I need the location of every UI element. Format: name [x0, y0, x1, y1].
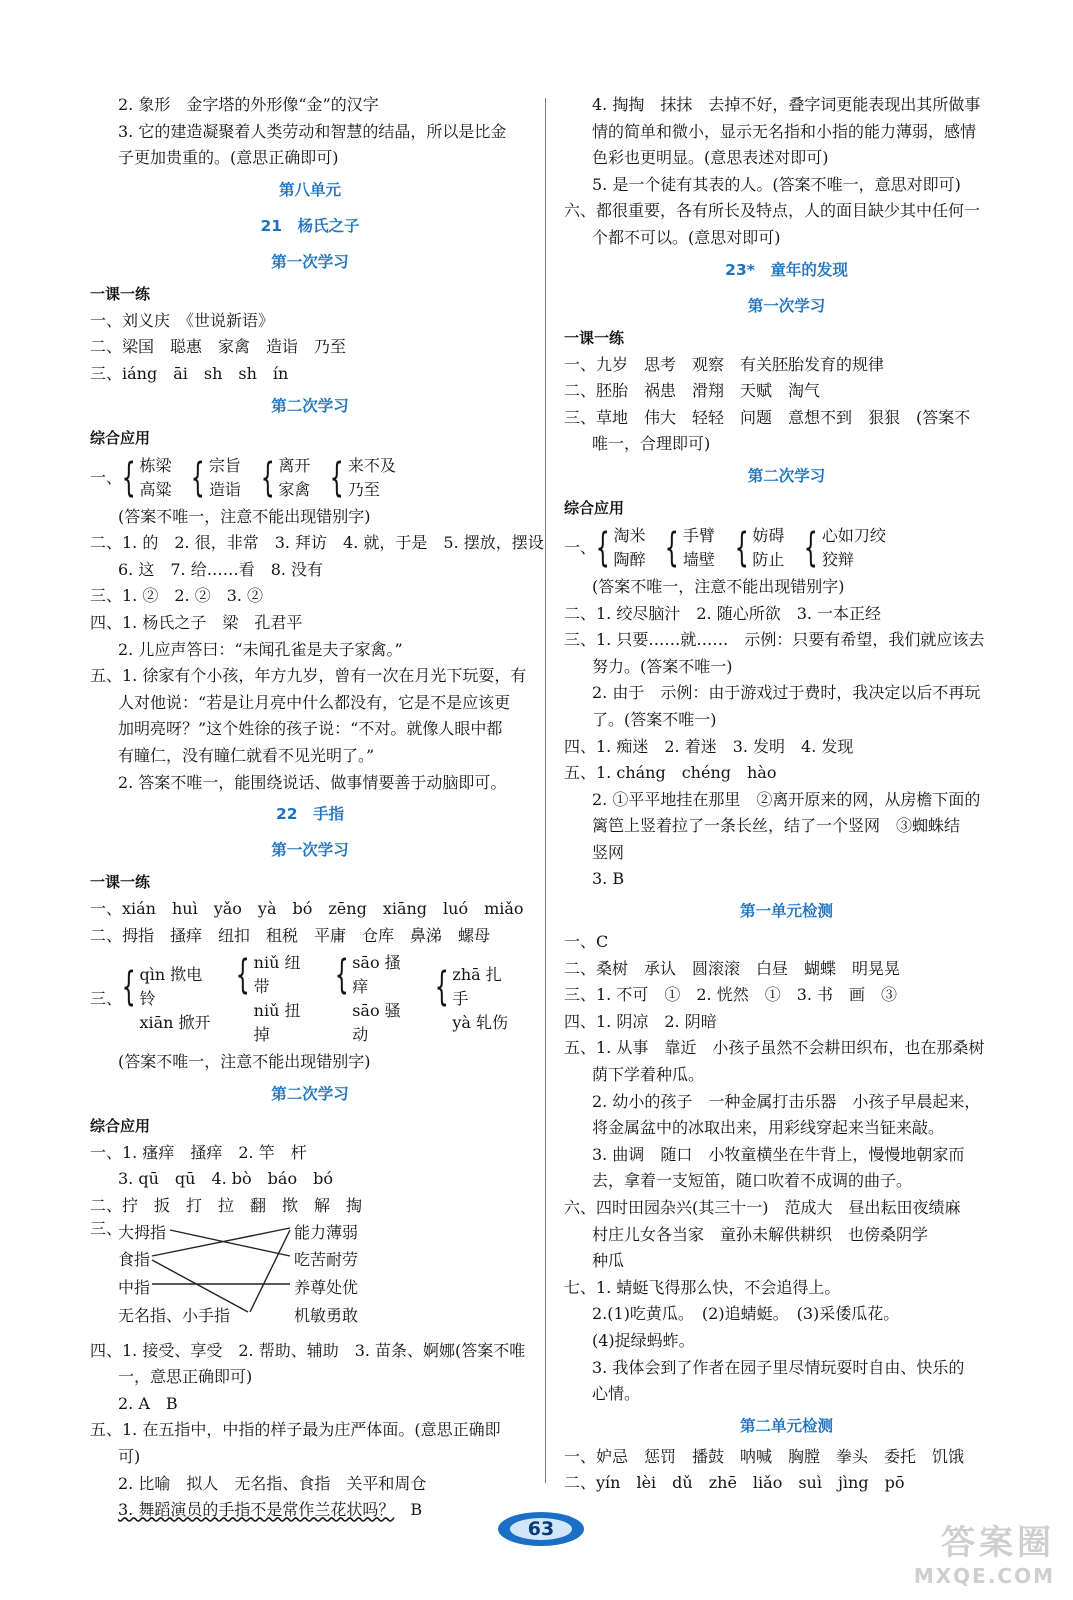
text-line: 一、1. 瘙痒 搔痒 2. 竿 杆: [90, 1142, 307, 1162]
section-heading: 第一次学习: [271, 252, 349, 271]
brace-item: yà 轧伤: [452, 1013, 509, 1033]
match-right-item: 机敏勇敢: [294, 1305, 359, 1325]
text-line: 2.(1)吃黄瓜。 (2)追蜻蜓。 (3)采倭瓜花。: [592, 1304, 900, 1324]
text-line: 2. 答案不唯一，能围绕说话、做事情要善于动脑即可。: [118, 772, 507, 792]
match-right-item: 吃苦耐劳: [294, 1249, 359, 1269]
brace-glyph: {: [434, 964, 449, 1011]
brace-item: 淘米: [613, 525, 646, 545]
brace-item: niǔ 扭掉: [253, 1001, 301, 1045]
brace-item: zhā 扎手: [452, 965, 502, 1009]
text-line: 六、四时田园杂兴(其三十一) 范成大 昼出耘田夜绩麻: [564, 1198, 961, 1217]
brace-item: 心如刀绞: [821, 525, 886, 545]
text-line: 加明亮呀？”这个姓徐的孩子说：“不对。就像人眼中都: [118, 719, 503, 739]
brace-group: [116, 454, 171, 502]
brace-item: 手臂: [682, 525, 715, 545]
item-prefix: 一、: [564, 537, 597, 557]
column-divider: [545, 98, 546, 1483]
text-line: 人对他说：“若是让月亮中什么都没有，它是不是应该更: [118, 692, 511, 712]
match-right-item: 养尊处优: [294, 1277, 359, 1297]
text-line: 情的简单和微小，显示无名指和小指的能力薄弱，感情: [592, 121, 977, 141]
text-line: 四、1. 痴迷 2. 着迷 3. 发明 4. 发现: [564, 736, 854, 756]
text-line: 二、拇指 搔痒 纽扣 租税 平庸 仓库 鼻涕 螺母: [90, 925, 491, 945]
text-line: 三、1. ② 2. ② 3. ②: [90, 586, 264, 606]
text-line: [90, 1497, 530, 1524]
text-line: 四、1. 杨氏之子 梁 孔君平: [90, 612, 303, 632]
subsection-label: 一课一练: [90, 873, 151, 892]
text-line: 2. 儿应声答曰：“未闻孔雀是夫子家禽。”: [118, 639, 403, 659]
text-line: 6. 这 7. 给……看 8. 没有: [118, 559, 324, 579]
text-line: 3. 我体会到了作者在园子里尽情玩耍时自由、快乐的: [592, 1357, 965, 1377]
text-line: 三、草地 伟大 轻轻 问题 意想不到 狠狠 (答案不: [564, 407, 971, 427]
text-line: 四、1. 接受、享受 2. 帮助、辅助 3. 苗条、婀娜(答案不唯: [90, 1340, 526, 1360]
brace-glyph: {: [334, 952, 349, 999]
brace-item: 防止: [752, 549, 785, 569]
brace-item: niǔ 纽带: [253, 953, 301, 997]
text-line: 五、1. 在五指中，中指的样子最为庄严体面。(意思正确即: [90, 1420, 501, 1440]
text-line: 2. 象形 金字塔的外形像“金”的汉字: [118, 95, 379, 114]
left-column: [90, 92, 544, 1524]
brace-group: [329, 951, 415, 1047]
match-left-item: 中指: [118, 1277, 151, 1297]
text-line: 二、梁国 聪惠 家禽 造诣 乃至: [90, 337, 347, 357]
brace-group: [590, 524, 645, 572]
text-line: 一、刘义庆 《世说新语》: [90, 310, 275, 330]
text-line: 唯一，合理即可): [592, 434, 711, 454]
brace-glyph: {: [595, 524, 610, 571]
brace-item: 离开: [278, 455, 311, 475]
section-heading: 第二次学习: [747, 466, 826, 485]
brace-item: 墙壁: [682, 549, 715, 569]
text-line: 色彩也更明显。(意思表述对即可): [592, 148, 829, 168]
text-line: 2. A B: [118, 1393, 178, 1413]
item-prefix: 三、: [90, 989, 123, 1009]
brace-glyph: {: [665, 524, 680, 571]
text-line: 二、1. 绞尽脑汁 2. 随心所欲 3. 一本正经: [564, 603, 882, 623]
brace-item: sāo 搔痒: [352, 953, 401, 997]
text-line: 有瞳仁，没有瞳仁就看不见光明了。”: [118, 745, 375, 765]
text-line: 一、C: [564, 932, 609, 952]
text-line: 一、妒忌 惩罚 播鼓 呐喊 胸膛 拳头 委托 饥饿: [564, 1446, 965, 1466]
text-line: 七、1. 蜻蜓飞得那么快，不会追得上。: [564, 1277, 841, 1297]
answer-letter: B: [410, 1500, 423, 1520]
text-line: 个都不可以。(意思对即可): [592, 227, 781, 247]
text-line: 二、拧 扳 打 拉 翻 揿 解 掏: [90, 1196, 363, 1216]
subsection-label: 综合应用: [90, 1116, 151, 1135]
unit-heading: 第八单元: [278, 180, 341, 199]
brace-item: qìn 揿电铃: [139, 965, 203, 1009]
text-line: 心情。: [592, 1384, 641, 1404]
brace-group: [255, 454, 310, 502]
text-line: 子更加贵重的。(意思正确即可): [118, 148, 339, 168]
text-line: 5. 是一个徒有其表的人。(答案不唯一，意思对即可): [592, 174, 961, 194]
brace-item: sāo 骚动: [352, 1001, 401, 1045]
subsection-label: 一课一练: [564, 328, 625, 347]
text-line: 二、1. 的 2. 很，非常 3. 拜访 4. 就，于是 5. 摆放，摆设: [90, 533, 544, 553]
watermark-logo: [914, 1515, 1055, 1588]
lesson-heading: 22 手指: [275, 805, 345, 824]
brace-glyph: {: [734, 524, 749, 571]
match-left-item: 大拇指: [118, 1222, 167, 1242]
text-line: 五、1. 徐家有个小孩，年方九岁，曾有一次在月光下玩耍，有: [90, 666, 527, 686]
text-line: 去，拿着一支短笛，随口吹着不成调的曲子。: [592, 1171, 913, 1191]
brace-item: 乃至: [347, 479, 380, 499]
brace-row: [90, 454, 530, 502]
brace-group: [324, 454, 395, 502]
text-line: 二、胚胎 祸患 滑翔 天赋 淘气: [564, 381, 821, 401]
subsection-label: 综合应用: [564, 498, 625, 517]
brace-group: [659, 524, 714, 572]
brace-row: [90, 951, 530, 1047]
section-heading: 第一次学习: [271, 841, 349, 860]
item-prefix: 三、: [90, 1218, 123, 1238]
brace-item: 妨碍: [752, 525, 785, 545]
brace-group: [729, 524, 784, 572]
brace-glyph: {: [121, 454, 136, 501]
brace-item: 宗旨: [208, 455, 241, 475]
section-heading: 第二次学习: [271, 396, 349, 415]
brace-group: [429, 963, 516, 1035]
brace-row: [564, 524, 1009, 572]
matching-exercise: [90, 1220, 530, 1338]
text-line: 3. B: [592, 869, 625, 889]
item-prefix: 一、: [90, 467, 123, 487]
text-line: 一、九岁 思考 观察 有关胚胎发育的规律: [564, 354, 885, 374]
text-line: 一、xián huì yǎo yà bó zēng xiāng luó miǎo: [90, 899, 524, 919]
text-line: 村庄儿女各当家 童孙未解供耕织 也傍桑阴学: [592, 1224, 929, 1244]
brace-glyph: {: [330, 454, 345, 501]
brace-group: [230, 951, 315, 1047]
brace-item: 狡辩: [821, 549, 854, 569]
text-line: 二、桑树 承认 圆滚滚 白昼 蝴蝶 明晃晃: [564, 958, 901, 978]
page-number-badge: [498, 1512, 584, 1546]
text-line: 了。(答案不唯一): [592, 709, 717, 729]
section-heading: 第一次学习: [747, 296, 826, 315]
text-line: (答案不唯一，注意不能出现错别字): [592, 576, 845, 596]
brace-glyph: {: [804, 524, 819, 571]
text-line: 六、都很重要，各有所长及特点，人的面目缺少其中任何一: [564, 201, 981, 221]
text-line: (答案不唯一，注意不能出现错别字): [118, 1052, 371, 1072]
text-line: 2. 幼小的孩子 一种金属打击乐器 小孩子早晨起来，: [592, 1091, 981, 1111]
page-number: 63: [510, 1518, 572, 1540]
brace-glyph: {: [260, 454, 275, 501]
text-line: 2. ①平平地挂在那里 ②离开原来的网，从房檐下面的: [592, 789, 981, 809]
text-line: 三、iáng āi sh sh ín: [90, 363, 289, 383]
brace-item: 来不及: [347, 455, 396, 475]
underlined-question: 3. 舞蹈演员的手指不是常作兰花状吗？: [118, 1500, 395, 1520]
brace-glyph: {: [121, 964, 136, 1011]
section-heading: 第一单元检测: [739, 902, 833, 921]
text-line: 三、1. 不可 ① 2. 恍然 ① 3. 书 画 ③: [564, 985, 898, 1005]
text-line: 荫下学着种瓜。: [592, 1065, 705, 1085]
text-line: 2. 比喻 拟人 无名指、食指 关平和周仓: [118, 1473, 427, 1493]
brace-glyph: {: [191, 454, 206, 501]
brace-item: xiān 掀开: [139, 1013, 211, 1033]
brace-group: [185, 454, 240, 502]
brace-group: [798, 524, 885, 572]
lesson-heading: 21 杨氏之子: [260, 216, 360, 235]
text-line: 3. 它的建造凝聚着人类劳动和智慧的结晶，所以是比金: [118, 121, 507, 141]
watermark-url: MXQE.COM: [913, 1564, 1055, 1588]
match-line: [170, 1230, 290, 1256]
text-line: 篱笆上竖着拉了一条长丝，结了一个竖网 ③蜘蛛结: [592, 816, 961, 836]
text-line: 竖网: [592, 842, 625, 862]
lesson-heading: 23* 童年的发现: [725, 260, 848, 279]
text-line: 二、yín lèi dǔ zhē liǎo suì jìng pō: [564, 1473, 905, 1493]
brace-item: 栋梁: [139, 455, 172, 475]
section-heading: 第二次学习: [271, 1084, 349, 1103]
brace-item: 高粱: [139, 479, 172, 499]
text-line: 可): [118, 1447, 141, 1467]
text-line: 3. 曲调 随口 小牧童横坐在牛背上，慢慢地朝家而: [592, 1144, 965, 1164]
text-line: (答案不唯一，注意不能出现错别字): [118, 506, 371, 526]
brace-item: 陶醉: [613, 549, 646, 569]
text-line: 五、1. 从事 靠近 小孩子虽然不会耕田织布，也在那桑树: [564, 1038, 985, 1058]
match-left-item: 无名指、小手指: [118, 1305, 231, 1325]
subsection-label: 综合应用: [90, 428, 151, 447]
text-line: 4. 掏掏 抹抹 去掉不好，叠字词更能表现出其所做事: [592, 95, 981, 114]
match-line: [250, 1230, 290, 1312]
text-line: 三、1. 只要……就…… 示例：只要有希望，我们就应该去: [564, 630, 985, 650]
text-line: 五、1. cháng chéng hào: [564, 763, 777, 783]
text-line: 种瓜: [592, 1251, 625, 1271]
subsection-label: 一课一练: [90, 284, 151, 303]
brace-item: 家禽: [278, 479, 311, 499]
brace-item: 造诣: [208, 479, 241, 499]
text-line: 3. qū qū 4. bò báo bó: [118, 1169, 333, 1189]
text-line: 努力。(答案不唯一): [592, 656, 733, 676]
match-left-item: 食指: [118, 1249, 151, 1269]
section-heading: 第二单元检测: [739, 1416, 833, 1435]
match-right-item: 能力薄弱: [294, 1222, 359, 1242]
watermark-text: 答案圈: [941, 1523, 1055, 1563]
text-line: 2. 由于 示例：由于游戏过于费时，我决定以后不再玩: [592, 683, 981, 703]
text-line: (4)捉绿蚂蚱。: [592, 1330, 695, 1350]
brace-glyph: {: [235, 952, 250, 999]
text-line: 四、1. 阴凉 2. 阴暗: [564, 1011, 717, 1031]
right-column: [564, 92, 1009, 1497]
text-line: 将金属盆中的冰取出来，用彩线穿起来当钲来敲。: [592, 1118, 945, 1138]
text-line: 一，意思正确即可): [118, 1367, 253, 1387]
brace-group: [116, 963, 216, 1035]
